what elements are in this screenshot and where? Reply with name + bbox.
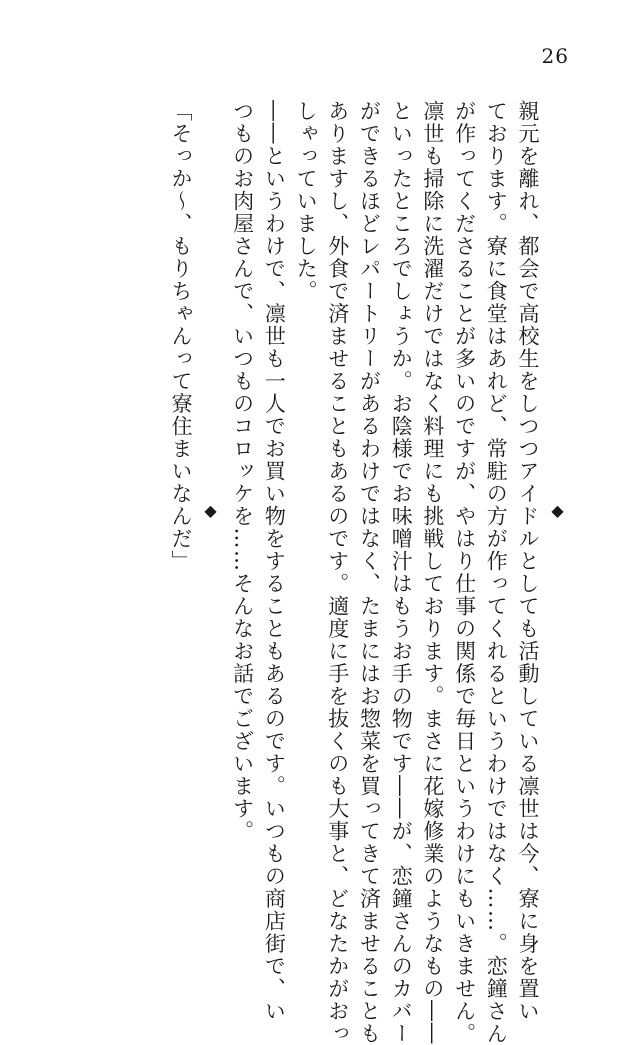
text-line: ております。寮に食堂はあれど、常駐の方が作ってくれるというわけではなく……。恋鐘さん: [484, 100, 509, 1045]
section-marker-top: ◆: [548, 500, 567, 522]
text-line: といったところでしょうか。お陰様でお味噌汁はもうお手の物です――が、恋鐘さんのカバー: [389, 100, 414, 1045]
text-line: しゃっていました。: [294, 100, 319, 303]
page-number: 26: [541, 44, 569, 68]
text-line: ありますし、外食で済ませることもあるのです。適度に手を抜くのも大事と、どなたかがおっ: [325, 100, 350, 1045]
section-marker-bottom: ◆: [200, 500, 220, 522]
text-line: ができるほどレパートリーがあるわけではなく、たまにはお惣菜を買ってきて済ませることも: [357, 100, 382, 1045]
body-text: [164, 100, 573, 1045]
text-line: ――というわけで、凛世も一人でお買い物をすることもあるのです。いつもの商店街で、い: [262, 100, 287, 1023]
text-line: 凛世も掃除に洗濯だけではなく料理にも挑戦しております。まさに花嫁修業のようなもの――: [420, 100, 445, 1045]
text-line: 親元を離れ、都会で高校生をしつつアイドルとしても活動している凛世は今、寮に身を置い: [516, 100, 540, 1023]
text-line: が作ってくださることが多いのですが、やはり仕事の関係で毎日というわけにもいきません。: [452, 100, 477, 1045]
dialogue-line: 「そっか～、もりちゃんって寮住まいなんだ」: [168, 100, 193, 573]
text-line: つものお肉屋さんで、いつものコロッケを……そんなお話でございます。: [230, 100, 255, 843]
